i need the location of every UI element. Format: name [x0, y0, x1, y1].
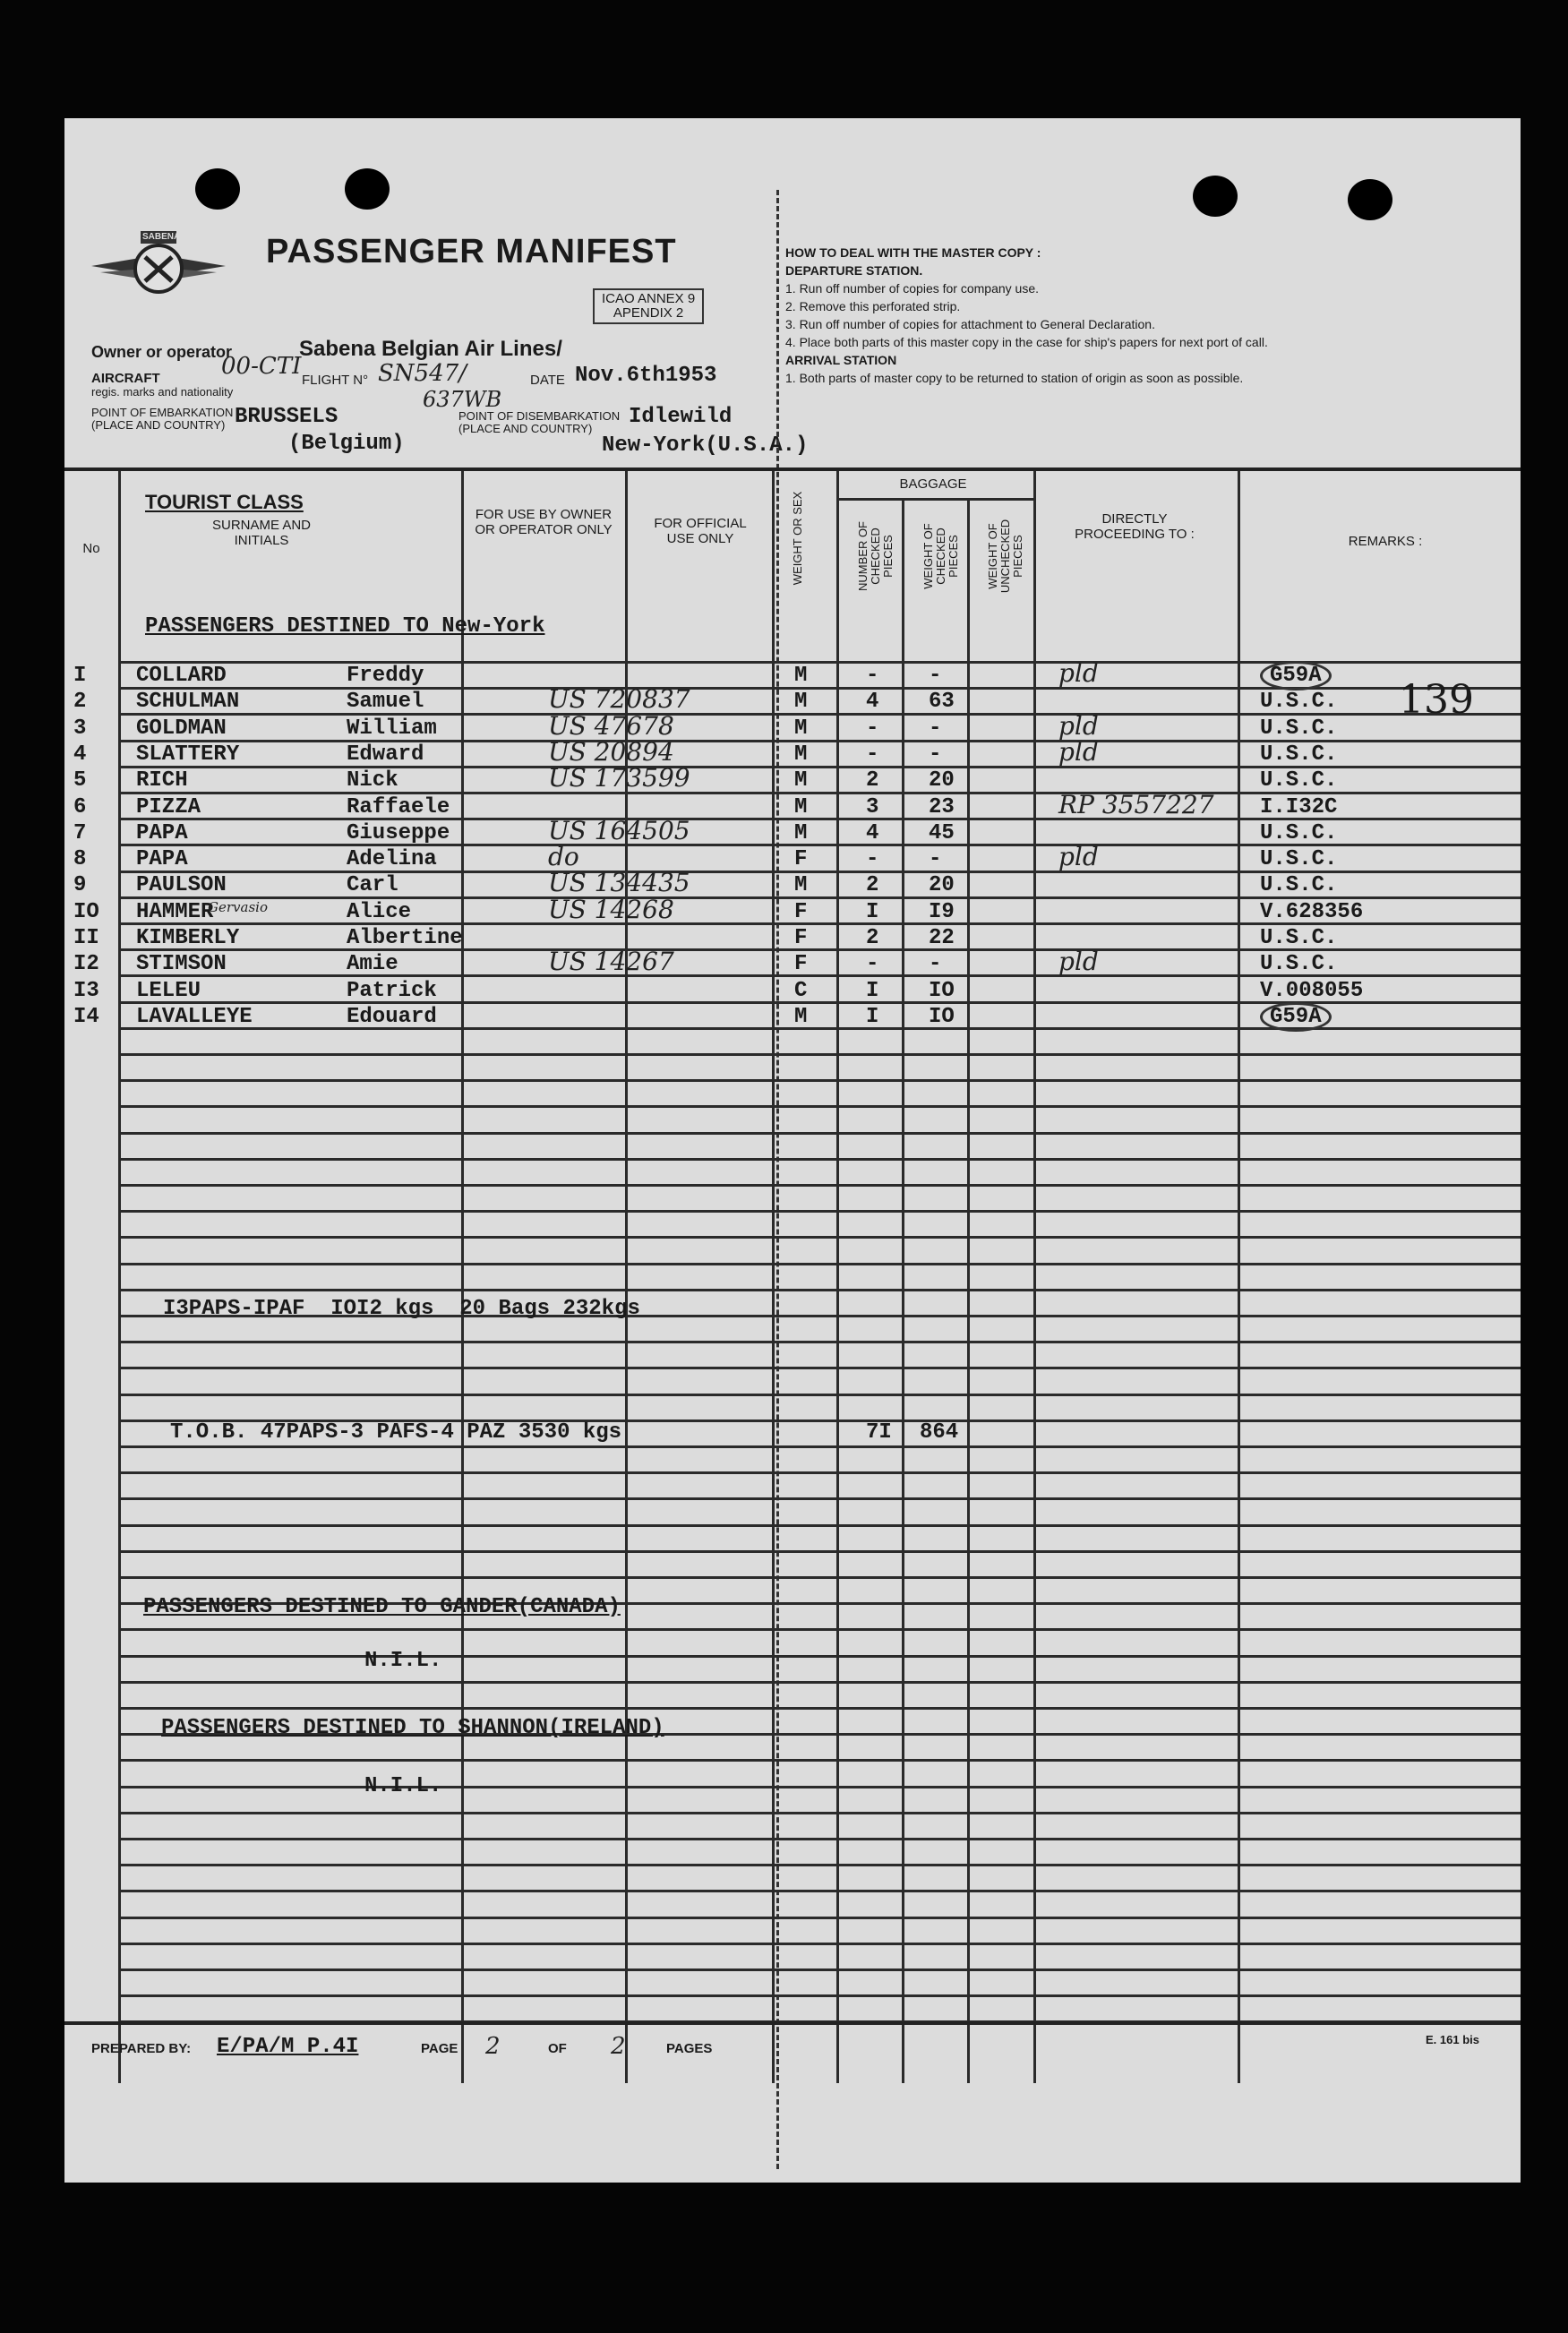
table-rule [118, 1053, 1521, 1056]
pax-first-name: William [347, 716, 437, 741]
col-class-title: TOURIST CLASS [145, 491, 304, 513]
punch-hole-2 [345, 168, 390, 210]
pax-surname: PAPA [136, 847, 188, 872]
table-rule [118, 1184, 1521, 1187]
pax-no: I [73, 664, 87, 688]
passenger-row [64, 658, 1521, 690]
table-rule [118, 1132, 1521, 1135]
pax-no: 6 [73, 794, 87, 819]
pax-surname: PAULSON [136, 873, 227, 898]
instruction-2: 2. Remove this perforated strip. [785, 299, 961, 313]
totals-line: I3PAPS-IPAF IOI2 kgs 20 Bags 232kgs [163, 1297, 640, 1321]
pax-remarks: I.I32C [1260, 794, 1338, 819]
table-rule [118, 1210, 1521, 1213]
pax-directly: pld [1058, 710, 1099, 741]
pax-surname: GOLDMAN [136, 716, 227, 741]
table-rule [118, 1943, 1521, 1945]
manifest-sheet [64, 118, 1521, 2183]
pax-remarks: U.S.C. [1260, 716, 1338, 741]
pax-pieces: 2 [866, 768, 879, 793]
form-title: PASSENGER MANIFEST [266, 233, 677, 270]
passenger-row [64, 710, 1521, 743]
passenger-row [64, 926, 1521, 953]
pax-weight: 22 [929, 926, 955, 950]
passenger-row [64, 684, 1521, 716]
passenger-row [64, 815, 1521, 848]
col-unchecked-weight: WEIGHT OF UNCHECKED PIECES [986, 519, 1024, 594]
aircraft-sub: regis. marks and nationality [91, 385, 234, 399]
page-value: 2 [485, 2033, 501, 2060]
pax-pieces: 4 [866, 690, 879, 715]
pax-weight: 63 [929, 690, 955, 715]
pax-weight: I9 [929, 899, 955, 924]
pax-remarks: U.S.C. [1260, 820, 1338, 845]
form-code: E. 161 bis [1426, 2033, 1479, 2046]
pax-official-number: US 14267 [548, 947, 674, 977]
pax-no: 5 [73, 768, 87, 793]
pax-first-name: Carl [347, 873, 398, 898]
embark-label: POINT OF EMBARKATION (PLACE AND COUNTRY) [91, 406, 234, 432]
pax-remarks: U.S.C. [1260, 847, 1338, 872]
pax-surname: SCHULMAN [136, 690, 240, 715]
table-rule [118, 1628, 1521, 1631]
pax-no: 8 [73, 847, 87, 872]
pax-no: 7 [73, 820, 87, 845]
pax-surname: HAMMER [136, 899, 214, 924]
pax-pieces: - [866, 664, 879, 688]
pax-remarks: U.S.C. [1260, 926, 1338, 950]
pax-pieces: - [866, 952, 879, 977]
pax-no: 9 [73, 873, 87, 898]
table-rule [118, 1786, 1521, 1788]
instruction-1: 1. Run off number of copies for company use. [785, 281, 1040, 296]
logo-text: SABENA [142, 232, 181, 242]
nil-gander: N.I.L. [364, 1649, 442, 1673]
nil-shannon: N.I.L. [364, 1774, 442, 1798]
flight-label: FLIGHT N° [302, 373, 369, 388]
pax-surname: COLLARD [136, 664, 227, 688]
pax-no: II [73, 926, 99, 950]
pax-no: I4 [73, 1004, 99, 1029]
table-rule [118, 1394, 1521, 1396]
pax-official-number: US 134435 [548, 868, 690, 898]
col-directly: DIRECTLY PROCEEDING TO : [1075, 511, 1195, 542]
pax-sex: M [794, 794, 808, 819]
pax-official-number: US 720837 [548, 684, 690, 715]
pax-remarks: V.008055 [1260, 978, 1364, 1003]
of-label: OF [548, 2041, 567, 2056]
pax-official-number: US 20894 [548, 736, 674, 767]
pax-weight: - [929, 742, 942, 767]
pax-remarks: U.S.C. [1260, 768, 1338, 793]
pax-weight: IO [929, 1004, 955, 1029]
pax-sex: M [794, 664, 808, 688]
table-rule [118, 1655, 1521, 1658]
pax-directly: pld [1058, 947, 1099, 977]
pax-directly: RP 3557227 [1058, 789, 1214, 819]
table-rule [118, 1681, 1521, 1684]
pax-surname: STIMSON [136, 952, 227, 977]
page-stamp: 139 [1399, 677, 1474, 723]
pax-pieces: - [866, 716, 879, 741]
table-rule [118, 1158, 1521, 1161]
col-no: No [82, 541, 100, 556]
pax-weight: 20 [929, 768, 955, 793]
pages-label: PAGES [666, 2041, 713, 2056]
passenger-row [64, 947, 1521, 979]
table-rule [118, 1079, 1521, 1082]
pax-first-name: Edouard [347, 1004, 437, 1029]
instructions-block [785, 244, 1439, 387]
prepared-label: PREPARED BY: [91, 2041, 192, 2056]
pax-weight: - [929, 664, 942, 688]
pax-first-name: Albertine [347, 926, 463, 950]
pax-first-name: Adelina [347, 847, 437, 872]
manifest-table [64, 467, 1521, 2074]
punch-hole-1 [195, 168, 240, 210]
col-baggage: BAGGAGE [899, 476, 967, 492]
pax-surname: KIMBERLY [136, 926, 240, 950]
pax-pieces: 3 [866, 794, 879, 819]
section-shannon: PASSENGERS DESTINED TO SHANNON(IRELAND) [161, 1716, 664, 1740]
table-rule [118, 1759, 1521, 1762]
pax-pieces: I [866, 1004, 879, 1029]
instruction-3: 3. Run off number of copies for attachment to General Declaration. [785, 317, 1155, 331]
table-rule [118, 1576, 1521, 1579]
pax-surname: PIZZA [136, 794, 201, 819]
owner-label: Owner or operator [91, 343, 233, 361]
icao-box [593, 288, 704, 324]
pax-remarks: V.628356 [1260, 899, 1364, 924]
section-new-york: PASSENGERS DESTINED TO New-York [145, 614, 545, 639]
pax-remarks: G59A [1260, 661, 1332, 690]
flight-value: SN547/ [378, 360, 467, 387]
footer-rule [64, 2021, 1521, 2025]
pax-no: I3 [73, 978, 99, 1003]
pax-sex: F [794, 952, 808, 977]
table-rule [118, 1236, 1521, 1239]
tob-weight: 864 [920, 1420, 959, 1445]
pax-surname: LELEU [136, 978, 201, 1003]
pizza-note: Gervasio [208, 899, 268, 915]
pax-first-name: Raffaele [347, 794, 450, 819]
passenger-row [64, 868, 1521, 900]
pax-no: IO [73, 899, 99, 924]
table-rule [118, 1445, 1521, 1448]
aircraft-value: 00-CTI [221, 353, 302, 380]
pax-no: 3 [73, 716, 87, 741]
passenger-row [64, 979, 1521, 1006]
passenger-row [64, 789, 1521, 822]
of-value: 2 [611, 2033, 626, 2060]
pax-pieces: - [866, 742, 879, 767]
pax-sex: M [794, 742, 808, 767]
prepared-value: E/PA/M P.4I [217, 2035, 359, 2059]
pax-first-name: Alice [347, 899, 412, 924]
pax-remarks: U.S.C. [1260, 873, 1338, 898]
pax-weight: - [929, 952, 942, 977]
instruction-arrival-1: 1. Both parts of master copy to be returned to station of origin as soon as possible. [785, 371, 1244, 385]
pax-no: 4 [73, 742, 87, 767]
pax-sex: M [794, 716, 808, 741]
instruction-4: 4. Place both parts of this master copy in the case for ship's papers for next port of call. [785, 335, 1268, 349]
pax-sex: F [794, 899, 808, 924]
table-rule [118, 1263, 1521, 1265]
pax-official-number: US 164505 [548, 815, 690, 845]
table-rule [118, 1524, 1521, 1527]
pax-sex: M [794, 820, 808, 845]
col-checked-weight: WEIGHT OF CHECKED PIECES [921, 523, 960, 589]
pax-official-number: do [548, 842, 579, 872]
passenger-row [64, 763, 1521, 795]
embark-value: BRUSSELS [235, 405, 338, 429]
table-rule [118, 1864, 1521, 1866]
pax-remarks: U.S.C. [1260, 690, 1338, 715]
icao-line-1: ICAO ANNEX 9 [602, 291, 696, 306]
table-rule [118, 1968, 1521, 1971]
passenger-row [64, 894, 1521, 927]
date-label: DATE [530, 373, 565, 388]
pax-pieces: I [866, 978, 879, 1003]
col-checked-pieces: NUMBER OF CHECKED PIECES [856, 521, 895, 591]
table-rule [118, 1550, 1521, 1553]
table-rule [118, 1289, 1521, 1291]
tob-pieces: 7I [866, 1420, 892, 1445]
pax-no: 2 [73, 690, 87, 715]
col-surname: SURNAME AND INITIALS [211, 518, 312, 548]
pax-weight: 20 [929, 873, 955, 898]
passenger-row [64, 842, 1521, 874]
pax-surname: PAPA [136, 820, 188, 845]
punch-hole-4 [1348, 179, 1392, 220]
pax-first-name: Freddy [347, 664, 424, 688]
pax-official-number: US 173599 [548, 763, 690, 793]
pax-directly: pld [1058, 658, 1099, 688]
disembark-country: New-York(U.S.A.) [602, 433, 809, 458]
pax-sex: M [794, 690, 808, 715]
pax-directly: pld [1058, 842, 1099, 872]
pax-surname: RICH [136, 768, 188, 793]
pax-pieces: - [866, 847, 879, 872]
pax-sex: F [794, 847, 808, 872]
pax-remarks: U.S.C. [1260, 742, 1338, 767]
page-label: PAGE [421, 2041, 458, 2056]
pax-weight: 23 [929, 794, 955, 819]
table-rule [118, 1471, 1521, 1474]
pax-weight: - [929, 847, 942, 872]
table-rule [118, 1917, 1521, 1919]
pax-pieces: 2 [866, 873, 879, 898]
pax-first-name: Giuseppe [347, 820, 450, 845]
pax-remarks: U.S.C. [1260, 952, 1338, 977]
aircraft-label: AIRCRAFT [91, 371, 160, 386]
pax-no: I2 [73, 952, 99, 977]
pax-weight: IO [929, 978, 955, 1003]
pax-sex: M [794, 1004, 808, 1029]
pax-pieces: 2 [866, 926, 879, 950]
table-rule [118, 1497, 1521, 1500]
passenger-row [64, 1005, 1521, 1032]
table-rule [118, 1838, 1521, 1840]
pax-surname: LAVALLEYE [136, 1004, 253, 1029]
disembark-label: POINT OF DISEMBARKATION (PLACE AND COUNTRY) [458, 409, 621, 435]
table-rule [118, 1105, 1521, 1108]
pax-pieces: 4 [866, 820, 879, 845]
table-rule [118, 1367, 1521, 1369]
pax-sex: M [794, 873, 808, 898]
pax-weight: - [929, 716, 942, 741]
embark-country: (Belgium) [288, 432, 405, 456]
tob-line: T.O.B. 47PAPS-3 PAFS-4 PAZ 3530 kgs [170, 1420, 622, 1445]
instructions-departure: DEPARTURE STATION. [785, 263, 923, 278]
owner-value: Sabena Belgian Air Lines/ [299, 337, 562, 361]
pax-official-number: US 47678 [548, 710, 674, 741]
table-rule [118, 1890, 1521, 1892]
sabena-logo [91, 226, 226, 306]
table-rule [118, 1812, 1521, 1814]
table-rule [118, 1341, 1521, 1343]
col-remarks: REMARKS : [1348, 534, 1423, 549]
section-gander: PASSENGERS DESTINED TO GANDER(CANADA) [143, 1595, 621, 1619]
passenger-row [64, 736, 1521, 769]
date-value: Nov.6th1953 [575, 364, 717, 388]
col-owner-use: FOR USE BY OWNER OR OPERATOR ONLY [475, 507, 613, 537]
pax-first-name: Samuel [347, 690, 424, 715]
pax-sex: C [794, 978, 808, 1003]
pax-remarks: G59A [1260, 1002, 1332, 1032]
table-rule [118, 1994, 1521, 1997]
pax-first-name: Edward [347, 742, 424, 767]
icao-line-2: APENDIX 2 [613, 305, 684, 321]
instructions-heading: HOW TO DEAL WITH THE MASTER COPY : [785, 245, 1041, 260]
pax-official-number: US 14268 [548, 894, 674, 924]
pax-sex: M [794, 768, 808, 793]
col-official-use: FOR OFFICIAL USE ONLY [654, 516, 747, 546]
disembark-value: Idlewild [629, 405, 733, 429]
flight-sub-value: 637WB [423, 387, 502, 412]
pax-weight: 45 [929, 820, 955, 845]
punch-hole-3 [1193, 176, 1238, 217]
pax-sex: F [794, 926, 808, 950]
pax-pieces: I [866, 899, 879, 924]
table-rule [118, 1707, 1521, 1710]
instructions-arrival: ARRIVAL STATION [785, 353, 897, 367]
pax-surname: SLATTERY [136, 742, 240, 767]
col-weight-sex: WEIGHT OR SEX [791, 491, 804, 586]
pax-first-name: Nick [347, 768, 398, 793]
pax-first-name: Patrick [347, 978, 437, 1003]
pax-directly: pld [1058, 736, 1099, 767]
pax-first-name: Amie [347, 952, 398, 977]
